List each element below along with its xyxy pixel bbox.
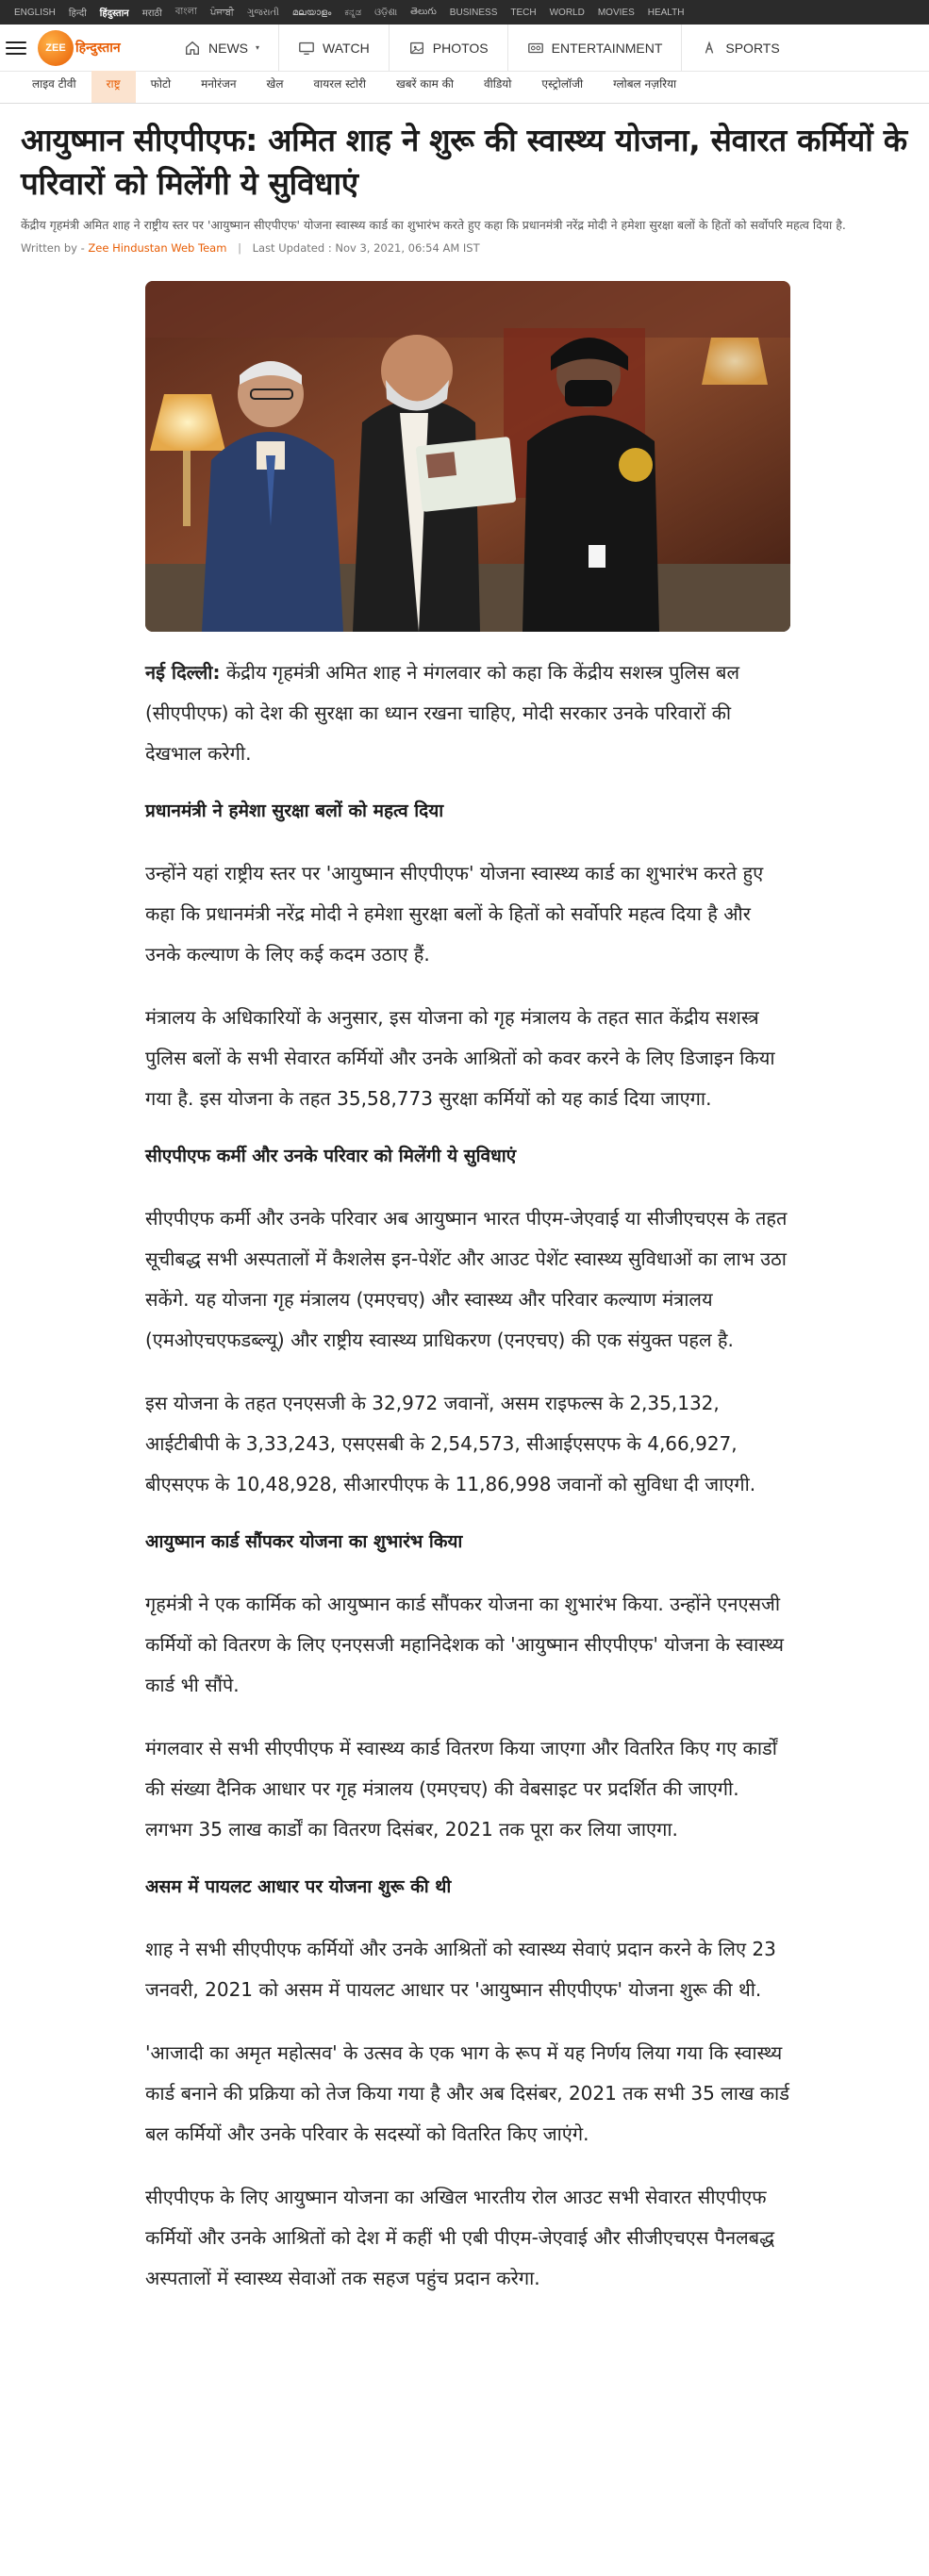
section-link-world[interactable]: WORLD xyxy=(549,7,585,18)
article-photo-image xyxy=(145,281,790,632)
paragraph-6: मंगलवार से सभी सीएपीएफ में स्वास्थ्य कार्ड वितरण किया जाएगा और वितरित किए गए कार्डों की संख्या दैनिक आधार पर गृह मंत्रालय (एमएचए) की वेबसाइट पर प्रदर्शित की जाएगी. लगभग 35 लाख कार्डों का वितरण दिसंबर, 2021 तक पूरा कर लिया जाएगा. xyxy=(145,1737,777,1841)
site-logo[interactable] xyxy=(38,30,141,66)
lang-link-gujarati[interactable]: ગુજરાતી xyxy=(247,7,279,18)
paragraph-8: 'आजादी का अमृत महोत्सव' के उत्सव के एक भाग के रूप में यह निर्णय लिया गया कि स्वास्थ्य कार्ड बनाने की प्रक्रिया को तेज किया गया है और अब दिसंबर, 2021 तक सभी 35 लाख कार्ड बल कर्मियों और उनके परिवार के सदस्यों को वितरित किए जाएंगे. xyxy=(145,2041,789,2145)
subnav-viral-story[interactable]: वायरल स्टोरी xyxy=(313,76,366,91)
article-photo xyxy=(145,281,790,632)
language-bar xyxy=(0,0,929,25)
paragraph-3: सीएपीएफ कर्मी और उनके परिवार अब आयुष्मान भारत पीएम-जेएवाई या सीजीएचएस के तहत सूचीबद्ध सभी अस्पतालों में कैशलेस इन-पेशेंट और आउट पेशेंट स्वास्थ्य सुविधाओं का लाभ उठा सकेंगे. यह योजना गृह मंत्रालय (एमएचए) और स्वास्थ्य और परिवार कल्याण मंत्रालय (एमओएचएफडब्ल्यू) और राष्ट्रीय स्वास्थ्य प्राधिकरण (एनएचए) की एक संयुक्त पहल है. xyxy=(145,1207,788,1351)
lang-link-hindi[interactable]: हिन्दी xyxy=(68,8,87,19)
nav-sports-label: SPORTS xyxy=(725,40,780,56)
subnav-sports[interactable]: खेल xyxy=(266,76,284,91)
lang-link-hindustan[interactable]: हिंदुस्तान xyxy=(99,8,129,19)
dateline: नई दिल्ली: xyxy=(145,661,221,684)
nav-sports[interactable] xyxy=(681,25,798,72)
subnav-useful-news[interactable]: खबरें काम की xyxy=(395,76,454,91)
site-header xyxy=(0,25,929,72)
last-updated: Last Updated : Nov 3, 2021, 06:54 AM IST xyxy=(252,241,480,255)
nav-entertainment-label: ENTERTAINMENT xyxy=(551,40,663,56)
sports-icon xyxy=(701,40,718,57)
sub-nav xyxy=(0,72,929,104)
section-link-health[interactable]: HEALTH xyxy=(647,7,685,18)
nav-entertainment[interactable] xyxy=(507,25,682,72)
nav-watch[interactable] xyxy=(278,25,389,72)
lang-link-bangla[interactable]: বাংলা xyxy=(174,6,197,17)
byline-separator: | xyxy=(238,241,241,255)
lang-link-odisha[interactable]: ଓଡ଼ିଶା xyxy=(374,7,398,18)
nav-photos[interactable] xyxy=(389,25,507,72)
article-summary: केंद्रीय गृहमंत्री अमित शाह ने राष्ट्रीय स्तर पर 'आयुष्मान सीएपीएफ' योजना स्वास्थ्य कार्ड का शुभारंभ करते हुए कहा कि प्रधानमंत्री नरेंद्र मोदी ने हमेशा सुरक्षा बलों के हितों को सर्वोपरि महत्व दिया है. xyxy=(21,218,846,232)
film-icon xyxy=(527,40,544,57)
lang-link-telugu[interactable]: తెలుగు xyxy=(410,7,437,17)
nav-news[interactable] xyxy=(165,25,278,72)
author-link[interactable]: Zee Hindustan Web Team xyxy=(88,241,227,255)
subheading-1: प्रधानमंत्री ने हमेशा सुरक्षा बलों को महत्व दिया xyxy=(145,801,444,821)
paragraph-4: इस योजना के तहत एनएसजी के 32,972 जवानों, असम राइफल्स के 2,35,132, आईटीबीपी के 3,33,243, एसएसबी के 2,54,573, सीआईएसएफ के 4,66,927, बीएसएफ के 10,48,928, सीआरपीएफ के 11,86,998 जवानों को सुविधा दी जाएगी. xyxy=(145,1392,756,1495)
section-link-business[interactable]: BUSINESS xyxy=(449,7,498,18)
subnav-entertainment[interactable]: मनोरंजन xyxy=(201,76,237,91)
written-by-label: Written by - xyxy=(21,241,85,255)
article-body xyxy=(145,652,790,2299)
intro-text: केंद्रीय गृहमंत्री अमित शाह ने मंगलवार को कहा कि केंद्रीय सशस्त्र पुलिस बल (सीएपीएफ) को देश की सुरक्षा का ध्यान रखना चाहिए, मोदी सरकार उनके परिवारों की देखभाल करेगी. xyxy=(145,661,740,765)
lang-link-malayalam[interactable]: മലയാളം xyxy=(291,7,332,18)
subheading-4: असम में पायलट आधार पर योजना शुरू की थी xyxy=(145,1876,452,1897)
article-container xyxy=(0,119,929,2299)
paragraph-2: मंत्रालय के अधिकारियों के अनुसार, इस योजना को गृह मंत्रालय के तहत सात केंद्रीय सशस्त्र पुलिस बलों के सभी सेवारत कर्मियों और उनके आश्रितों को कवर करने के लिए डिजाइन किया गया है. इस योजना के तहत 35,58,773 सुरक्षा कर्मियों को यह कार्ड दिया जाएगा. xyxy=(145,1006,775,1110)
subnav-video[interactable]: वीडियो xyxy=(483,76,512,91)
subnav-nation[interactable]: राष्ट्र xyxy=(91,71,136,103)
subnav-global-view[interactable]: ग्लोबल नज़रिया xyxy=(613,76,677,91)
paragraph-9: सीएपीएफ के लिए आयुष्मान योजना का अखिल भारतीय रोल आउट सभी सेवारत सीएपीएफ कर्मियों और उनके आश्रितों को देश में कहीं भी एबी पीएम-जेएवाई और सीजीएचएस पैनलबद्ध अस्पतालों में स्वास्थ्य सेवाओं तक सहज पहुंच प्रदान करेगा. xyxy=(145,2186,775,2289)
chevron-down-icon: ▾ xyxy=(256,43,260,52)
nav-news-label: NEWS xyxy=(208,40,248,56)
paragraph-7: शाह ने सभी सीएपीएफ कर्मियों और उनके आश्रितों को स्वास्थ्य सेवाएं प्रदान करने के लिए 23 जनवरी, 2021 को असम में पायलट आधार पर 'आयुष्मान सीएपीएफ' योजना शुरू की थी. xyxy=(145,1938,776,2001)
lang-link-punjabi[interactable]: ਪੰਜਾਬੀ xyxy=(209,7,235,18)
paragraph-1: उन्होंने यहां राष्ट्रीय स्तर पर 'आयुष्मान सीएपीएफ' योजना स्वास्थ्य कार्ड का शुभारंभ करते हुए कहा कि प्रधानमंत्री नरेंद्र मोदी ने हमेशा सुरक्षा बलों के हितों को सर्वोपरि महत्व दिया है और उनके कल्याण के लिए कई कदम उठाए हैं. xyxy=(145,862,764,966)
paragraph-5: गृहमंत्री ने एक कार्मिक को आयुष्मान कार्ड सौंपकर योजना का शुभारंभ किया. उन्होंने एनएसजी कर्मियों को वितरण के लिए एनएसजी महानिदेशक को 'आयुष्मान सीएपीएफ' योजना के स्वास्थ्य कार्ड भी सौंपे. xyxy=(145,1593,784,1696)
logo-text: हिन्दुस्तान xyxy=(75,41,121,56)
subnav-live-tv[interactable]: लाइव टीवी xyxy=(32,76,76,91)
section-link-movies[interactable]: MOVIES xyxy=(597,7,635,18)
lang-link-kannada[interactable]: ಕನ್ನಡ xyxy=(344,7,362,18)
article-intro xyxy=(145,652,790,774)
photo-icon xyxy=(408,40,425,57)
subheading-3: आयुष्मान कार्ड सौंपकर योजना का शुभारंभ किया xyxy=(145,1531,463,1552)
lang-link-english[interactable]: ENGLISH xyxy=(14,7,56,18)
tv-icon xyxy=(298,40,315,57)
lang-link-marathi[interactable]: मराठी xyxy=(141,8,162,19)
section-link-tech[interactable]: TECH xyxy=(510,7,537,18)
article-byline xyxy=(21,241,908,255)
logo-mark: ZEE xyxy=(38,30,74,66)
nav-photos-label: PHOTOS xyxy=(432,40,489,56)
nav-watch-label: WATCH xyxy=(323,40,370,56)
subnav-photo[interactable]: फोटो xyxy=(150,76,172,91)
article-headline: आयुष्मान सीएपीएफ: अमित शाह ने शुरू की स्वास्थ्य योजना, सेवारत कर्मियों के परिवारों को मिलेंगी ये सुविधाएं xyxy=(21,122,907,202)
home-icon xyxy=(184,40,201,57)
main-nav xyxy=(165,25,799,72)
subheading-2: सीएपीएफ कर्मी और उनके परिवार को मिलेंगी ये सुविधाएं xyxy=(145,1146,517,1166)
menu-icon[interactable] xyxy=(6,41,26,55)
subnav-astrology[interactable]: एस्ट्रोलॉजी xyxy=(541,76,584,91)
